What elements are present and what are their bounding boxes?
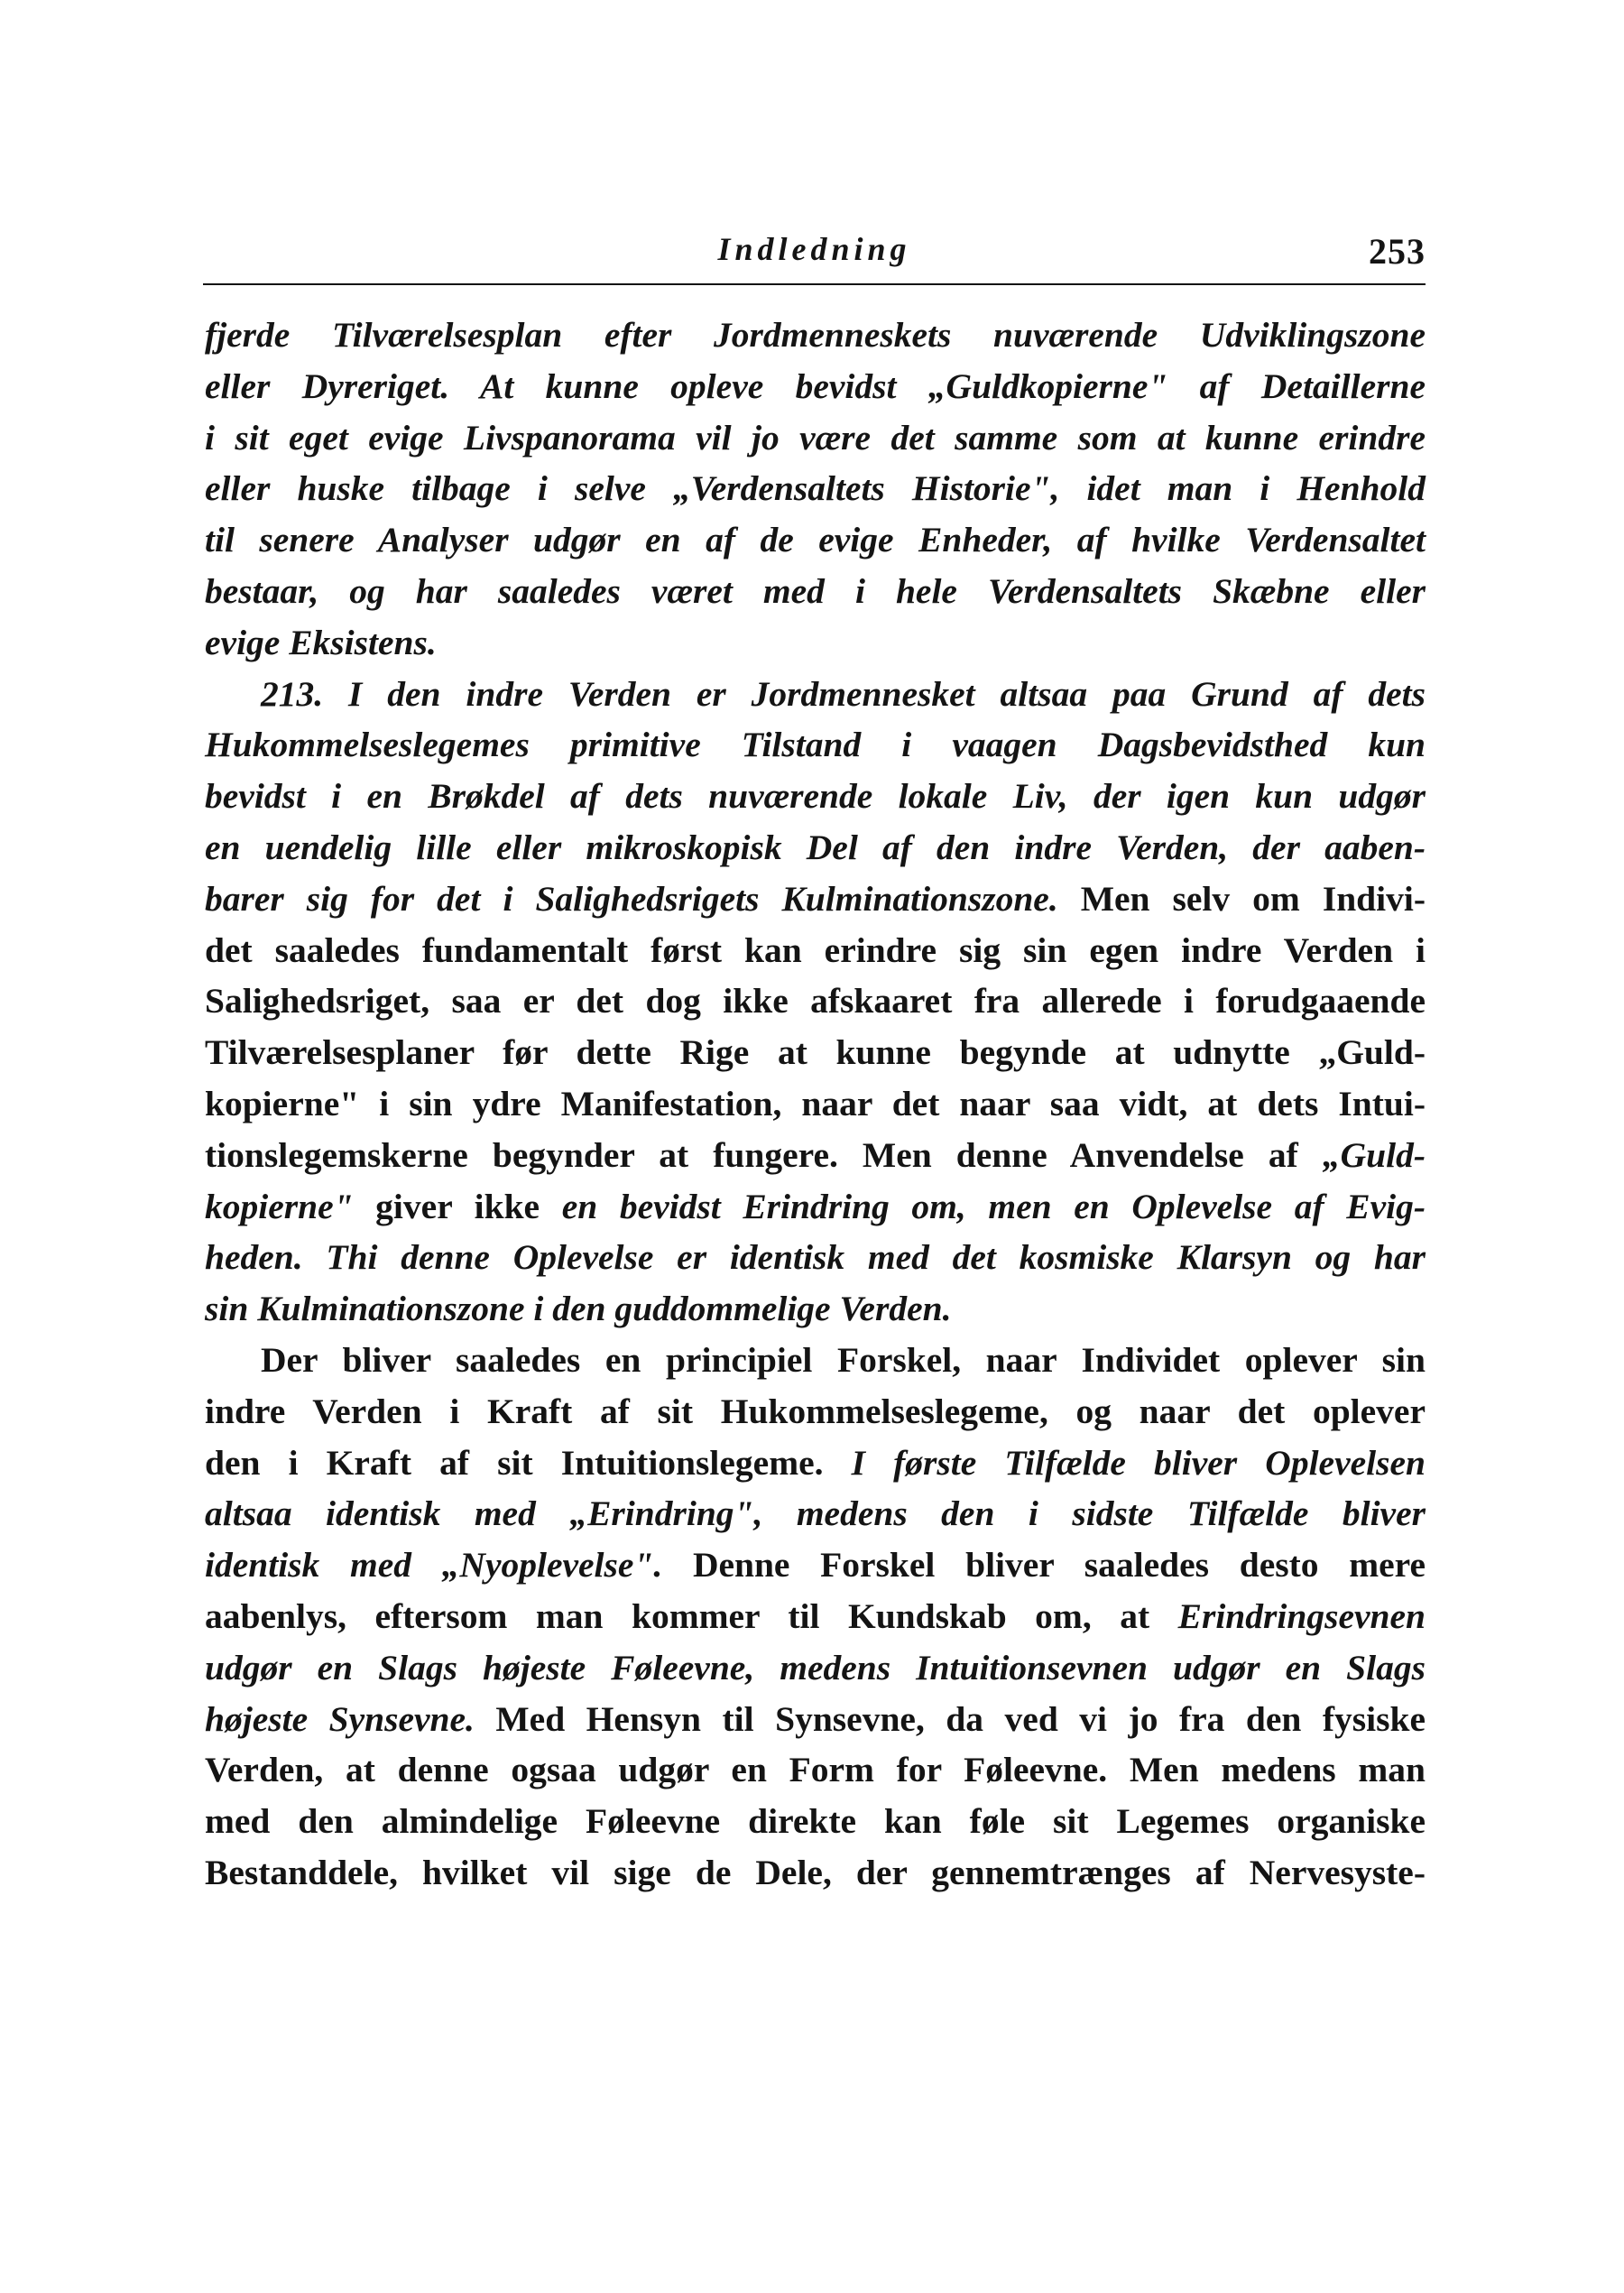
text-line [205,1796,1426,1847]
text-line [205,1027,1426,1078]
header-rule [203,283,1426,285]
italic-text: altsaa identisk med „Erindring", medens den i sidste Tilfælde bliver [205,1493,1426,1534]
text-line [205,463,1426,514]
italic-text: identisk med „Nyoplevelse". [205,1545,663,1586]
text-line [205,566,1426,617]
italic-text: 213. I den indre Verden er Jordmennesket altsaa paa Grund af dets [261,673,1426,714]
italic-text: Erindringsevnen [1177,1595,1426,1636]
text-line [205,1335,1426,1386]
roman-text: indre Verden i Kraft af sit Hukommelseslegeme, og naar det oplever [205,1391,1426,1431]
text-line [205,1642,1426,1694]
body-text [205,310,1426,1899]
roman-text: kopierne" i sin ydre Manifestation, naar det naar saa vidt, at dets Intui- [205,1083,1426,1123]
italic-text: sin Kulminationszone i den guddommelige Verden. [205,1289,952,1329]
text-line [205,925,1426,976]
roman-text: den i Kraft af sit Intuitionslegeme. [205,1442,852,1483]
running-head [203,230,1426,281]
text-line [205,1078,1426,1130]
text-line [205,514,1426,566]
italic-text: barer sig for det i Salighedsrigets Kulminationszone. [205,878,1058,919]
text-line [205,1591,1426,1642]
italic-text: bestaar, og har saaledes været med i hele Verdensaltets Skæbne eller [205,570,1426,611]
italic-text: en uendelig lille eller mikroskopisk Del af den indre Verden, der aaben- [205,827,1426,867]
roman-text: giver ikke [353,1186,562,1226]
text-line [205,874,1426,925]
page-number: 253 [1369,231,1426,272]
roman-text: Denne Forskel bliver saaledes desto mere [662,1545,1426,1586]
text-line [205,1386,1426,1438]
text-line [205,669,1426,720]
roman-text: Der bliver saaledes en principiel Forskel, naar Individet oplever sin [261,1339,1426,1380]
text-line [205,1744,1426,1796]
italic-text: evige Eksistens. [205,622,437,662]
text-line [205,975,1426,1027]
text-line [205,1130,1426,1181]
text-line [205,412,1426,464]
text-line [205,771,1426,822]
text-line [205,1694,1426,1745]
roman-text: Med Hensyn til Synsevne, da ved vi jo fra den fysiske [474,1698,1426,1739]
italic-text: fjerde Tilværelsesplan efter Jordmenneskets nuværende Udviklingszone [205,315,1426,355]
italic-text: eller Dyreriget. At kunne opleve bevidst „Guldkopierne" af Detaillerne [205,365,1426,406]
text-line [205,1438,1426,1489]
italic-text: bevidst i en Brøkdel af dets nuværende lokale Liv, der igen kun udgør [205,776,1426,817]
roman-text: aabenlys, eftersom man kommer til Kundskab om, at [205,1595,1178,1636]
italic-text: udgør en Slags højeste Føleevne, medens Intuitionsevnen udgør en Slags [205,1647,1426,1687]
text-line [205,617,1426,669]
text-line [205,1539,1426,1591]
italic-text: eller huske tilbage i selve „Verdensaltets Historie", idet man i Henhold [205,468,1426,509]
roman-text: med den almindelige Føleevne direkte kan føle sit Legemes organiske [205,1801,1426,1842]
roman-text: Men selv om Indivi- [1057,878,1426,919]
text-line [205,719,1426,771]
roman-text: Bestanddele, hvilket vil sige de Dele, der gennemtrænges af Nervesyste- [205,1852,1426,1892]
italic-text: „Guld- [1322,1134,1426,1175]
italic-text: heden. Thi denne Oplevelse er identisk med det kosmiske Klarsyn og har [205,1237,1426,1278]
roman-text: det saaledes fundamentalt først kan erindre sig sin egen indre Verden i [205,929,1426,970]
italic-text: en bevidst Erindring om, men en Oplevelse af Evig- [561,1186,1426,1226]
italic-text: til senere Analyser udgør en af de evige Enheder, af hvilke Verdensaltet [205,520,1426,560]
text-line [205,1232,1426,1283]
text-line [205,310,1426,361]
roman-text: Salighedsriget, saa er det dog ikke afskaaret fra allerede i forudgaaende [205,981,1426,1022]
italic-text: i sit eget evige Livspanorama vil jo være det samme som at kunne erindre [205,417,1426,458]
roman-text: Tilværelsesplaner før dette Rige at kunne begynde at udnytte „Guld- [205,1032,1426,1073]
italic-text: I første Tilfælde bliver Oplevelsen [851,1442,1426,1483]
text-line [205,361,1426,412]
italic-text: kopierne" [205,1186,354,1226]
running-title: Indledning [717,231,911,267]
text-line [205,1283,1426,1335]
italic-text: højeste Synsevne. [205,1698,475,1739]
text-line [205,1488,1426,1539]
roman-text: tionslegemskerne begynder at fungere. Men denne Anvendelse af [205,1134,1323,1175]
text-line [205,1847,1426,1899]
text-line [205,822,1426,874]
text-line [205,1181,1426,1233]
roman-text: Verden, at denne ogsaa udgør en Form for Føleevne. Men medens man [205,1750,1426,1790]
italic-text: Hukommelseslegemes primitive Tilstand i vaagen Dagsbevidsthed kun [205,725,1426,765]
